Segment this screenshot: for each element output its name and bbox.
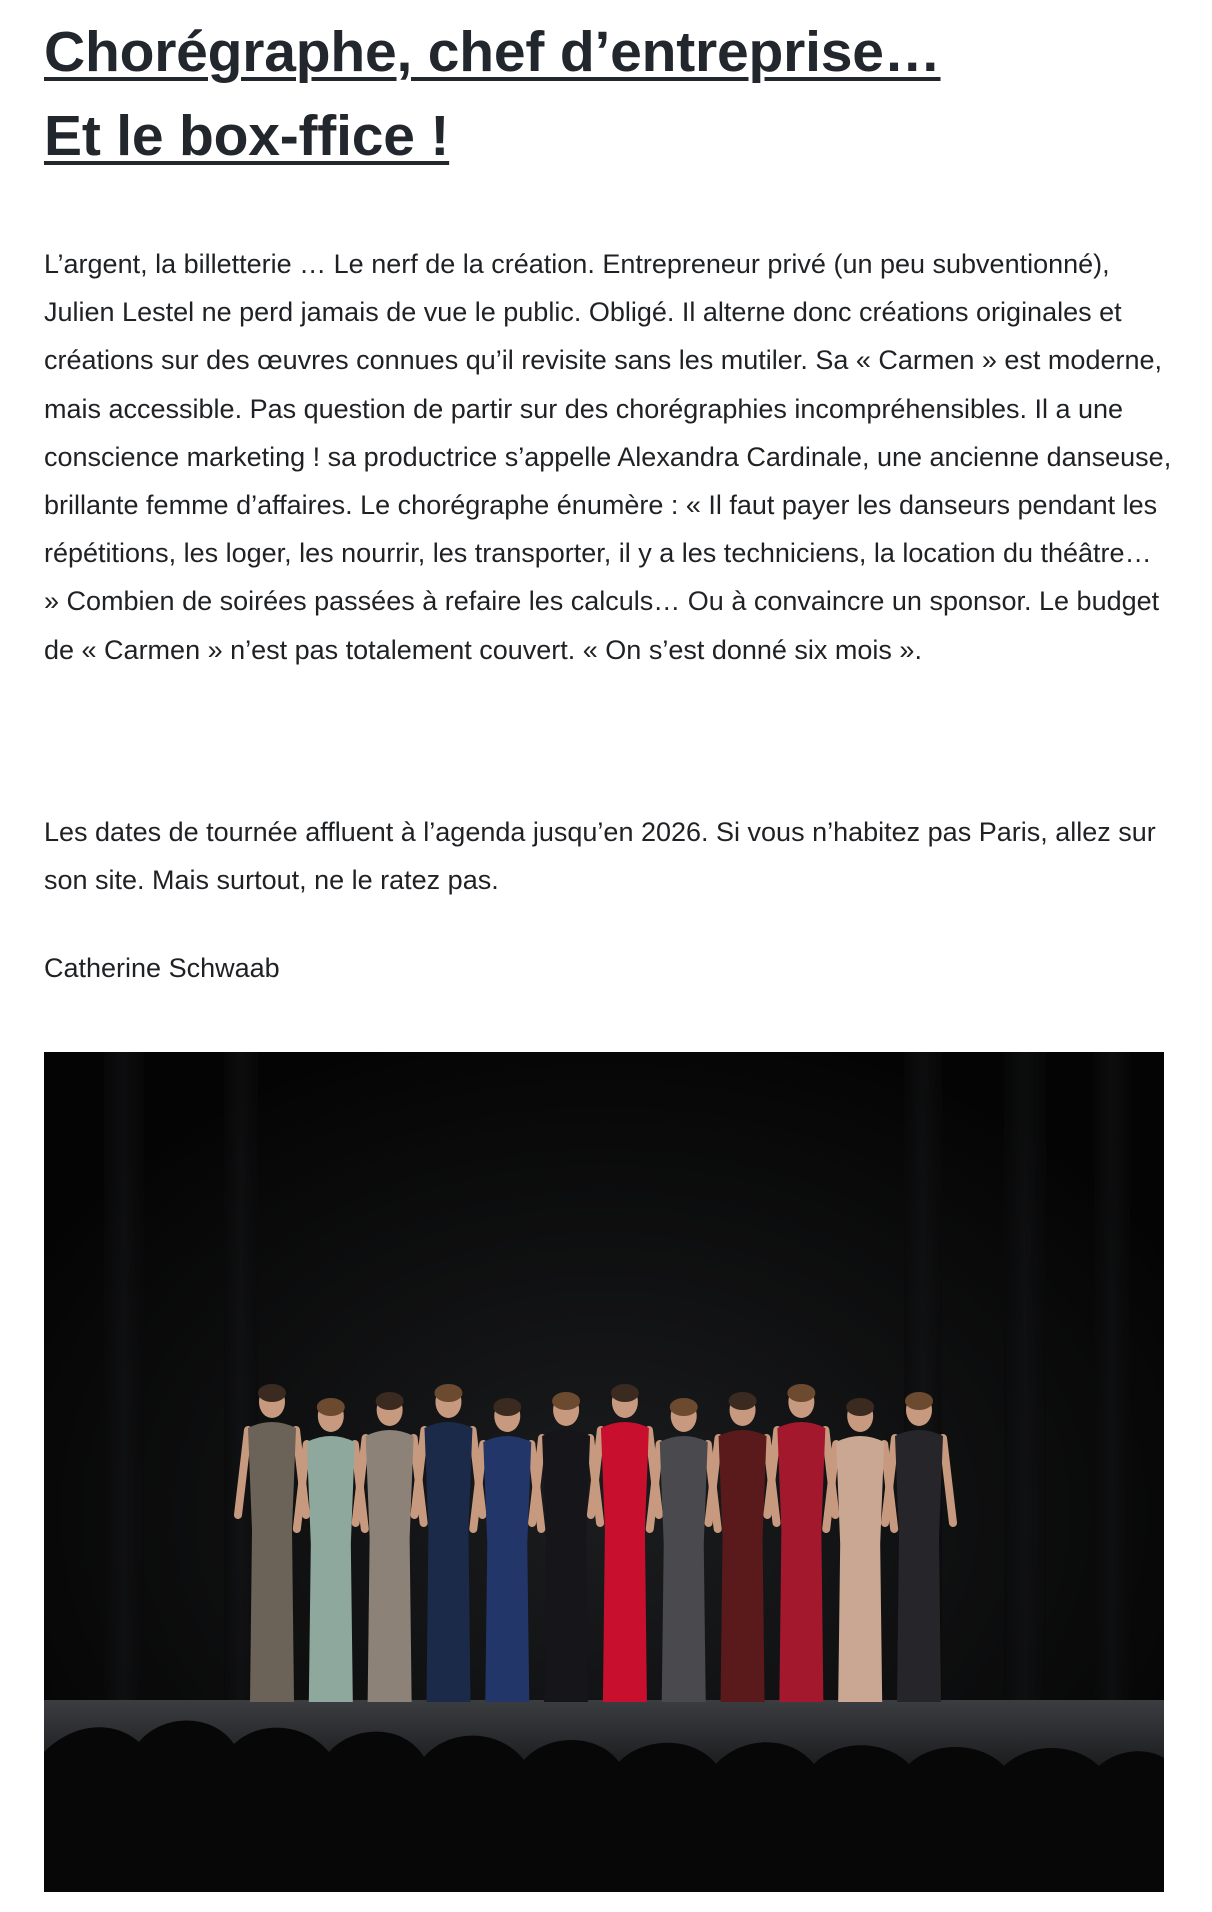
article [44, 0, 1174, 983]
photo-illustration [44, 1052, 1164, 1892]
article-paragraph-1: L’argent, la billetterie … Le nerf de la création. Entrepreneur privé (un peu subventionné), Julien Lestel ne perd jamais de vue le public. Obligé. Il alterne donc créations originales et créations sur des œuvres connues qu’il revisite sans les mutiler. Sa « Carmen » est moderne, mais accessible. Pas question de partir sur des chorégraphies incompréhensibles. Il a une conscience marketing ! sa productrice s’appelle Alexandra Cardinale, une ancienne danseuse, brillante femme d’affaires. Le chorégraphe énumère : « Il faut payer les danseurs pendant les répétitions, les loger, les nourrir, les transporter, il y a les techniciens, la location du théâtre… » Combien de soirées passées à refaire les calculs… Ou à convaincre un sponsor. Le budget de « Carmen » n’est pas totalement couvert. « On s’est donné six mois ». [44, 249, 1172, 665]
headline-line-1: Chorégraphe, chef d’entreprise… [44, 20, 941, 84]
article-paragraph-2: Les dates de tournée affluent à l’agenda jusqu’en 2026. Si vous n’habitez pas Paris, allez sur son site. Mais surtout, ne le ratez pas. [44, 817, 1156, 896]
curtain-call-photo [44, 1052, 1164, 1892]
article-headline [44, 0, 1174, 178]
headline-line-2: Et le box-ffice ! [44, 104, 450, 168]
author-signature: Catherine Schwaab [44, 953, 280, 983]
